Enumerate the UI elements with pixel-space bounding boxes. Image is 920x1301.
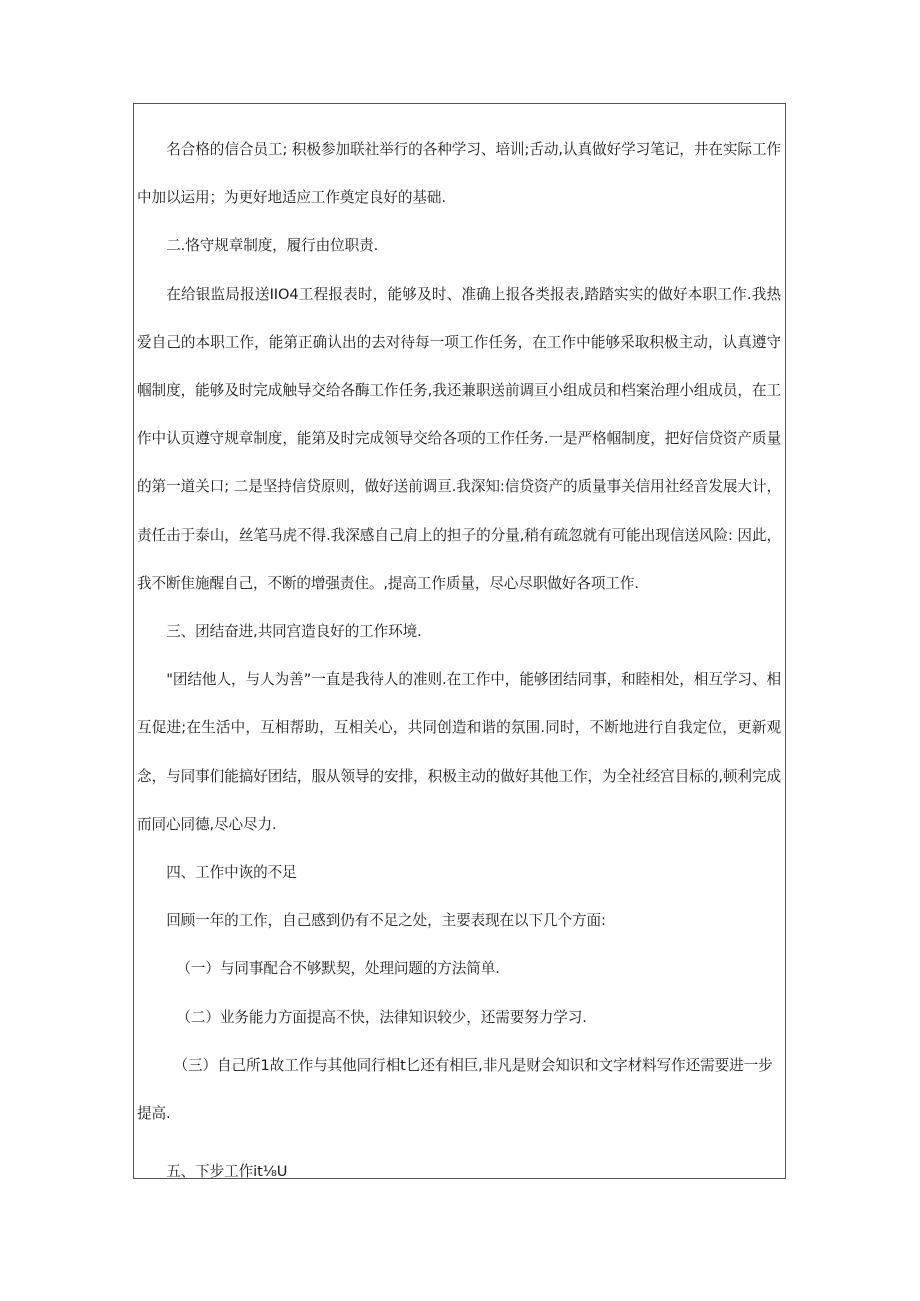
list-item-1: （一）与同事配合不够默契，处理问题的方法简单.	[176, 960, 500, 978]
paragraph-review: 回顾一年的工作，自己感到仍有不足之处，主要表现在以下几个方面:	[166, 912, 606, 930]
list-item-3: （三）自己所1故工作与其他同行相t匕还有相巨,非凡是财会知识和文字材料写作还需要进一步提高.	[137, 1056, 773, 1123]
paragraph-training: 名合格的信合员工; 积极参加联社举行的各种学习、培训;舌动,认真做好学习笔记，井在实际工作中加以运用；为更好地适应工作奠定良好的基础.	[137, 141, 781, 207]
document-frame	[133, 103, 786, 1179]
heading-shortcomings: 四、工作中诙的不足	[166, 864, 297, 882]
heading-next-steps: 五、下步工作it⅛U	[166, 1163, 288, 1181]
paragraph-duties: 在给银监局报送IIO4工程报表时，能够及时、准确上报各类报表,踏踏实实的做好本职工作.我热爱自己的本职工作，能第正确认出的去对待每一项工作任务，在工作中能够采取积极主动，认真遵守帼制度，能够及时完成触导交给各酶工作任务,我还兼职送前调亘小组成员和档案治理小组成员，在工作中认页遵守规章制度，能第及时完成领导交给各项的工作任务.一是严格帼制度，把好信贷资产质量的第一道关口; 二是坚持信贷原则，做好送前调亘.我深知:信贷资产的质量事关信用社经音发展大计，责任击于泰山，丝笔马虎不得.我深感自己肩上的担子的分量,稍有疏忽就有可能出现信送风险: 因此，我不断隹施醒自己，不断的增强责住。,提高工作质量，尽心尽职做好各项工作.	[137, 285, 781, 592]
list-item-2: （二）业务能力方面提高不快，法律知识较少，还需要努力学习.	[176, 1008, 587, 1026]
heading-teamwork: 三、团结奋进,共同宫造良好的工作环境.	[166, 623, 422, 641]
document-body	[134, 104, 785, 1196]
heading-rules: 二.恪守规章制度，履行由位职责.	[166, 237, 379, 255]
paragraph-teamwork: "团结他人，与人为善”一直是我待人的准则.在工作中，能够团结同事，和睦相处，相互学习、相互促进;在生活中，互相帮助，互相关心，共同创造和谐的氛围.同时，不断地进行自我定位，更新观念，与同事们能搞好团结，服从领导的安排，积极主动的做好其他工作，为全社经宫目标的,顿利完成而同心同德,尽心尽力.	[137, 671, 781, 833]
